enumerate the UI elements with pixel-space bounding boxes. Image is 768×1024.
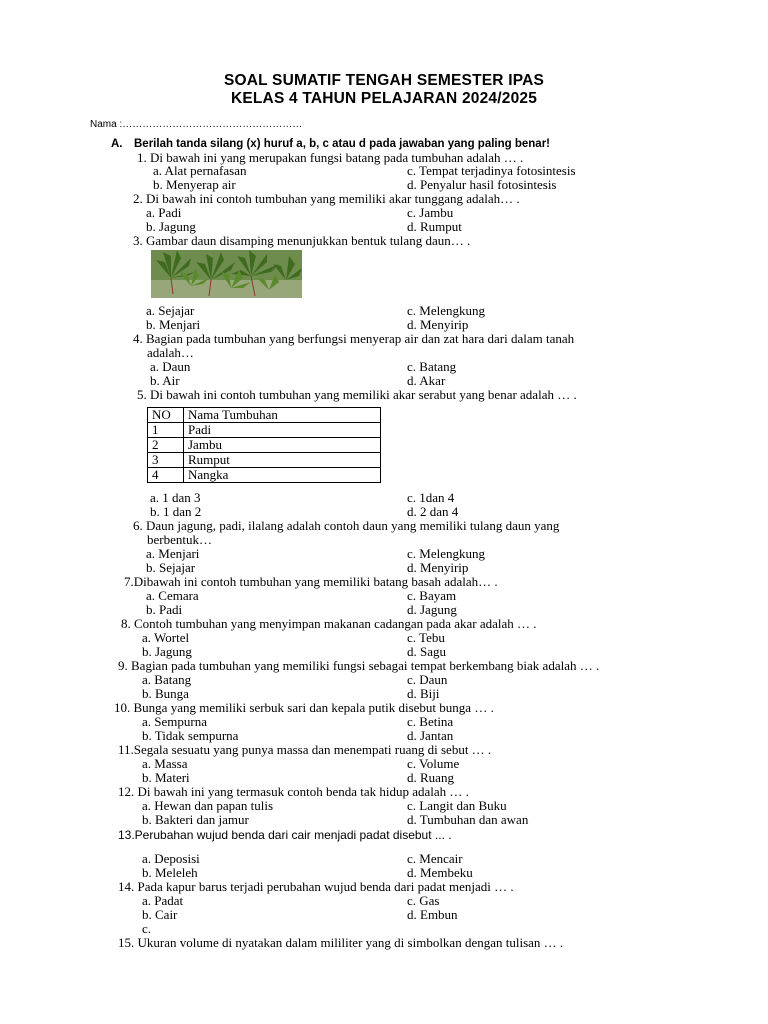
q11-option-a[interactable]: a. Massa <box>142 756 188 771</box>
q5-option-d[interactable]: d. 2 dan 4 <box>407 504 459 519</box>
table-cell-no: 3 <box>148 453 184 468</box>
table-cell-name: Nangka <box>184 468 381 483</box>
question-4-cont: adalah… <box>147 345 194 360</box>
question-5: 5. Di bawah ini contoh tumbuhan yang memiliki akar serabut yang benar adalah … . <box>137 387 577 402</box>
table-cell-no: 4 <box>148 468 184 483</box>
section-letter: A. <box>111 138 123 150</box>
question-11: 11.Segala sesuatu yang punya massa dan menempati ruang di sebut … . <box>118 742 492 757</box>
q12-option-b[interactable]: b. Bakteri dan jamur <box>142 812 249 827</box>
q8-option-d[interactable]: d. Sagu <box>407 644 446 659</box>
q13-option-a[interactable]: a. Deposisi <box>142 851 200 866</box>
q10-option-c[interactable]: c. Betina <box>407 714 454 729</box>
q1-option-a[interactable]: a. Alat pernafasan <box>153 163 247 178</box>
q13-option-b[interactable]: b. Meleleh <box>142 865 198 880</box>
table-header-name: Nama Tumbuhan <box>184 408 381 423</box>
table-cell-no: 1 <box>148 423 184 438</box>
q6-option-d[interactable]: d. Menyirip <box>407 560 469 575</box>
q4-option-b[interactable]: b. Air <box>150 373 180 388</box>
question-6: 6. Daun jagung, padi, ilalang adalah contoh daun yang memiliki tulang daun yang <box>133 518 560 533</box>
table-header-row <box>148 408 381 423</box>
q10-option-a[interactable]: a. Sempurna <box>142 714 207 729</box>
q3-option-d[interactable]: d. Menyirip <box>407 317 469 332</box>
question-10: 10. Bunga yang memiliki serbuk sari dan kepala putik disebut bunga … . <box>114 700 494 715</box>
question-9: 9. Bagian pada tumbuhan yang memiliki fungsi sebagai tempat berkembang biak adalah … . <box>118 658 600 673</box>
table-cell-name: Rumput <box>184 453 381 468</box>
table-cell-name: Padi <box>184 423 381 438</box>
q1-option-c[interactable]: c. Tempat terjadinya fotosintesis <box>407 163 576 178</box>
question-2: 2. Di bawah ini contoh tumbuhan yang memiliki akar tunggang adalah… . <box>133 191 520 206</box>
q7-option-b[interactable]: b. Padi <box>146 602 183 617</box>
question-8: 8. Contoh tumbuhan yang menyimpan makanan cadangan pada akar adalah … . <box>121 616 537 631</box>
q1-option-d[interactable]: d. Penyalur hasil fotosintesis <box>407 177 557 192</box>
q6-option-c[interactable]: c. Melengkung <box>407 546 485 561</box>
q14-option-a[interactable]: a. Padat <box>142 893 184 908</box>
q11-option-c[interactable]: c. Volume <box>407 756 460 771</box>
q2-option-a[interactable]: a. Padi <box>146 205 182 220</box>
q7-option-a[interactable]: a. Cemara <box>146 588 199 603</box>
cassava-leaf-image <box>151 250 302 298</box>
table-cell-no: 2 <box>148 438 184 453</box>
q9-option-c[interactable]: c. Daun <box>407 672 448 687</box>
q3-option-b[interactable]: b. Menjari <box>146 317 201 332</box>
question-7: 7.Dibawah ini contoh tumbuhan yang memiliki batang basah adalah… . <box>124 574 498 589</box>
question-14: 14. Pada kapur barus terjadi perubahan wujud benda dari padat menjadi … . <box>118 879 514 894</box>
q9-option-a[interactable]: a. Batang <box>142 672 192 687</box>
q3-option-a[interactable]: a. Sejajar <box>146 303 195 318</box>
q4-option-c[interactable]: c. Batang <box>407 359 457 374</box>
q4-option-d[interactable]: d. Akar <box>407 373 446 388</box>
q14-option-b[interactable]: b. Cair <box>142 907 178 922</box>
question-15: 15. Ukuran volume di nyatakan dalam mililiter yang di simbolkan dengan tulisan … . <box>118 935 564 950</box>
q5-option-b[interactable]: b. 1 dan 2 <box>150 504 202 519</box>
section-instruction: Berilah tanda silang (x) huruf a, b, c atau d pada jawaban yang paling benar! <box>134 138 550 150</box>
q8-option-a[interactable]: a. Wortel <box>142 630 190 645</box>
plant-table <box>147 407 381 483</box>
table-row <box>148 453 381 468</box>
q4-option-a[interactable]: a. Daun <box>150 359 191 374</box>
q11-option-b[interactable]: b. Materi <box>142 770 190 785</box>
q2-option-d[interactable]: d. Rumput <box>407 219 462 234</box>
q12-option-d[interactable]: d. Tumbuhan dan awan <box>407 812 529 827</box>
q9-option-d[interactable]: d. Biji <box>407 686 440 701</box>
q9-option-b[interactable]: b. Bunga <box>142 686 189 701</box>
q14-option-c[interactable]: c. Gas <box>407 893 440 908</box>
page-title-line1: SOAL SUMATIF TENGAH SEMESTER IPAS <box>223 72 545 89</box>
q1-option-b[interactable]: b. Menyerap air <box>153 177 236 192</box>
q2-option-c[interactable]: c. Jambu <box>407 205 454 220</box>
q12-option-a[interactable]: a. Hewan dan papan tulis <box>142 798 274 813</box>
q12-option-c[interactable]: c. Langit dan Buku <box>407 798 507 813</box>
table-row <box>148 438 381 453</box>
q10-option-b[interactable]: b. Tidak sempurna <box>142 728 239 743</box>
q6-option-a[interactable]: a. Menjari <box>146 546 200 561</box>
table-header-no: NO <box>148 408 184 423</box>
table-cell-name: Jambu <box>184 438 381 453</box>
q7-option-c[interactable]: c. Bayam <box>407 588 457 603</box>
q11-option-d[interactable]: d. Ruang <box>407 770 454 785</box>
q3-option-c[interactable]: c. Melengkung <box>407 303 485 318</box>
page-title-line2: KELAS 4 TAHUN PELAJARAN 2024/2025 <box>230 90 538 107</box>
question-6-cont: berbentuk… <box>147 532 212 547</box>
question-3: 3. Gambar daun disamping menunjukkan bentuk tulang daun… . <box>133 233 471 248</box>
question-1: 1. Di bawah ini yang merupakan fungsi batang pada tumbuhan adalah … . <box>137 150 524 165</box>
q8-option-b[interactable]: b. Jagung <box>142 644 192 659</box>
q14-option-d[interactable]: d. Embun <box>407 907 458 922</box>
q5-option-c[interactable]: c. 1dan 4 <box>407 490 455 505</box>
q13-option-d[interactable]: d. Membeku <box>407 865 473 880</box>
q8-option-c[interactable]: c. Tebu <box>407 630 445 645</box>
question-13: 13.Perubahan wujud benda dari cair menjadi padat disebut ... . <box>118 828 452 842</box>
q2-option-b[interactable]: b. Jagung <box>146 219 196 234</box>
q13-option-c[interactable]: c. Mencair <box>407 851 463 866</box>
question-12: 12. Di bawah ini yang termasuk contoh benda tak hidup adalah … . <box>118 784 469 799</box>
table-row <box>148 423 381 438</box>
q6-option-b[interactable]: b. Sejajar <box>146 560 196 575</box>
q14-option-extra-c[interactable]: c. <box>142 921 152 936</box>
question-4: 4. Bagian pada tumbuhan yang berfungsi menyerap air dan zat hara dari dalam tanah <box>133 331 575 346</box>
q10-option-d[interactable]: d. Jantan <box>407 728 454 743</box>
q5-option-a[interactable]: a. 1 dan 3 <box>150 490 201 505</box>
table-row <box>148 468 381 483</box>
q7-option-d[interactable]: d. Jagung <box>407 602 457 617</box>
name-field[interactable]: Nama :……………………………………………… <box>90 119 303 130</box>
